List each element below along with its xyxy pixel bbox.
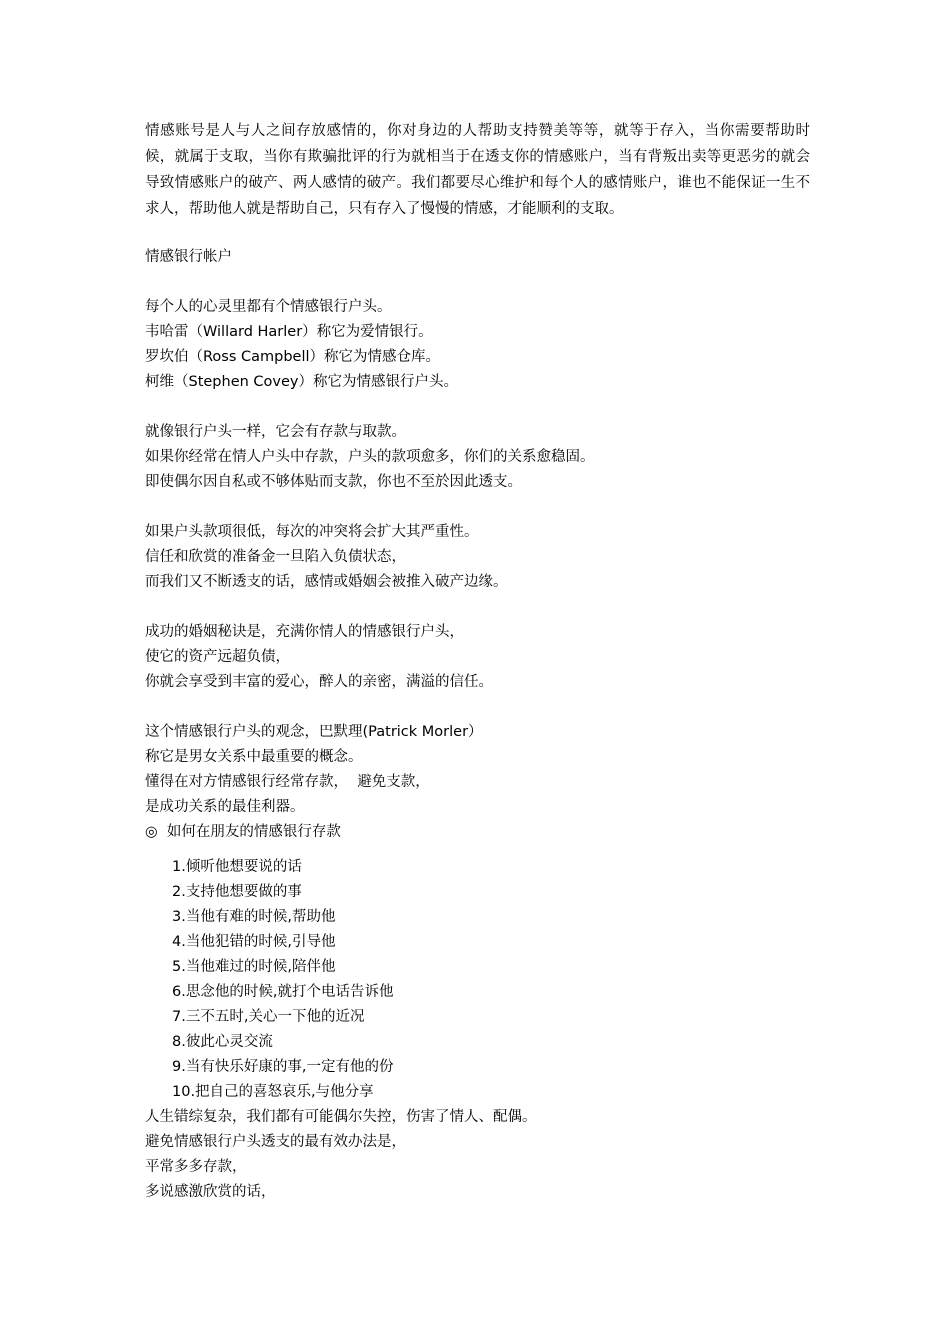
text-line: 就像银行户头一样，它会有存款与取款。 [145,424,406,440]
list-item: 3.当他有难的时候,帮助他 [172,909,336,925]
spacer [145,270,810,295]
text-line: 是成功关系的最佳利器。 [145,799,305,815]
list-item: 1.倾听他想要说的话 [172,859,302,875]
list-item: 10.把自己的喜怒哀乐,与他分享 [172,1084,374,1100]
intro-paragraph: 情感账号是人与人之间存放感情的，你对身边的人帮助支持赞美等等，就等于存入，当你需要帮助时候，就属于支取，当你有欺骗批评的行为就相当于在透支你的情感账户，当有背叛出卖等更恶劣的就会导致情感账户的破产、两人感情的破产。我们都要尽心维护和每个人的感情账户，谁也不能保证一生不求人，帮助他人就是帮助自己，只有存入了慢慢的情感，才能顺利的支取。 [145,123,810,217]
text-block-6 [145,1105,810,1205]
spacer [145,495,810,520]
text-line: 懂得在对方情感银行经常存款， 避免支款， [145,774,430,790]
text-line: 人生错综复杂，我们都有可能偶尔失控，伤害了情人、配偶。 [145,1109,537,1125]
text-line: 称它是男女关系中最重要的概念。 [145,749,363,765]
text-line: 你就会享受到丰富的爱心，醉人的亲密，满溢的信任。 [145,674,493,690]
text-line: 信任和欣赏的准备金一旦陷入负债状态， [145,549,406,565]
list-heading: ◎ 如何在朋友的情感银行存款 [145,824,341,840]
spacer [145,695,810,720]
text-line: 这个情感银行户头的观念，巴默理(Patrick Morler） [145,724,483,740]
list-item: 9.当有快乐好康的事,一定有他的份 [172,1059,394,1075]
section-heading: 情感银行帐户 [145,249,232,265]
spacer [145,222,810,234]
list-item: 4.当他犯错的时候,引导他 [172,934,336,950]
list-item: 5.当他难过的时候,陪伴他 [172,959,336,975]
list-item: 6.思念他的时候,就打个电话告诉他 [172,984,394,1000]
text-block-3 [145,520,810,595]
text-line: 柯维（Stephen Covey）称它为情感银行户头。 [145,374,459,390]
text-line: 成功的婚姻秘诀是，充满你情人的情感银行户头， [145,624,464,640]
text-line: 平常多多存款， [145,1159,247,1175]
spacer [145,595,810,620]
text-line: 如果户头款项很低，每次的冲突将会扩大其严重性。 [145,524,479,540]
list-item: 7.三不五时,关心一下他的近况 [172,1009,365,1025]
text-line: 每个人的心灵里都有个情感银行户头。 [145,299,392,315]
text-line: 即使偶尔因自私或不够体贴而支款，你也不至於因此透支。 [145,474,522,490]
list-item: 8.彼此心灵交流 [172,1034,273,1050]
document-body [145,118,810,1205]
deposit-tips-list [145,855,810,1105]
text-line: 而我们又不断透支的话，感情或婚姻会被推入破产边缘。 [145,574,508,590]
text-block-4 [145,620,810,695]
text-line: 多说感激欣赏的话， [145,1184,276,1200]
text-block-5 [145,720,810,845]
text-line: 使它的资产远超负债， [145,649,290,665]
text-block-1 [145,295,810,395]
list-item: 2.支持他想要做的事 [172,884,302,900]
text-line: 如果你经常在情人户头中存款，户头的款项愈多，你们的关系愈稳固。 [145,449,595,465]
text-line: 韦哈雷（Willard Harler）称它为爱情银行。 [145,324,433,340]
text-block-2 [145,420,810,495]
text-line: 罗坎伯（Ross Campbell）称它为情感仓库。 [145,349,441,365]
text-line: 避免情感银行户头透支的最有效办法是， [145,1134,406,1150]
spacer [145,395,810,420]
